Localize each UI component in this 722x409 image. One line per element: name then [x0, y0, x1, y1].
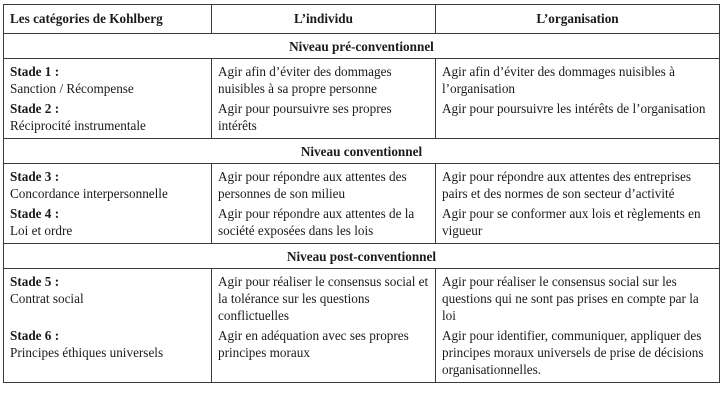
individu-cell: Agir afin d’éviter des dommages nuisibles à sa propre personne: [212, 59, 436, 99]
table-header-row: [4, 5, 720, 34]
organisation-cell: Agir afin d’éviter des dommages nuisibles à l’organisation: [436, 59, 720, 99]
stage-category-cell: [4, 269, 212, 326]
stage-label: Stade 6 :: [10, 328, 60, 343]
stage-row: [4, 98, 720, 139]
stage-category-cell: [4, 164, 212, 204]
stage-row: [4, 203, 720, 244]
level-title: Niveau conventionnel: [4, 139, 720, 164]
level-title: Niveau pré-conventionnel: [4, 34, 720, 59]
header-categories: Les catégories de Kohlberg: [4, 5, 212, 34]
individu-cell: Agir pour réaliser le consensus social et la tolérance sur les questions conflictuelles: [212, 269, 436, 326]
stage-row: [4, 325, 720, 383]
header-individu: L’individu: [212, 5, 436, 34]
organisation-cell: Agir pour réaliser le consensus social sur les questions qui ne sont pas prises en compte par la loi: [436, 269, 720, 326]
stage-name: Principes éthiques universels: [10, 345, 164, 360]
stage-category-cell: [4, 203, 212, 244]
level-row: [4, 244, 720, 269]
kohlberg-table: [3, 4, 720, 383]
organisation-cell: Agir pour se conformer aux lois et règlements en vigueur: [436, 203, 720, 244]
stage-category-cell: [4, 59, 212, 99]
organisation-cell: Agir pour répondre aux attentes des entreprises pairs et des normes de son secteur d’activité: [436, 164, 720, 204]
stage-label: Stade 1 :: [10, 64, 60, 79]
stage-category-cell: [4, 98, 212, 139]
stage-name: Réciprocité instrumentale: [10, 118, 146, 133]
stage-label: Stade 3 :: [10, 169, 60, 184]
stage-name: Contrat social: [10, 291, 84, 306]
individu-cell: Agir pour répondre aux attentes de la société exposées dans les lois: [212, 203, 436, 244]
level-row: [4, 34, 720, 59]
level-row: [4, 139, 720, 164]
stage-category-cell: [4, 325, 212, 383]
stage-row: [4, 269, 720, 326]
individu-cell: Agir pour répondre aux attentes des personnes de son milieu: [212, 164, 436, 204]
stage-row: [4, 164, 720, 204]
individu-cell: Agir en adéquation avec ses propres principes moraux: [212, 325, 436, 383]
stage-name: Sanction / Récompense: [10, 81, 134, 96]
level-title: Niveau post-conventionnel: [4, 244, 720, 269]
organisation-cell: Agir pour identifier, communiquer, appliquer des principes moraux universels de prise de décisions organisationnelles.: [436, 325, 720, 383]
organisation-cell: Agir pour poursuivre les intérêts de l’organisation: [436, 98, 720, 139]
stage-row: [4, 59, 720, 99]
stage-label: Stade 4 :: [10, 206, 60, 221]
stage-label: Stade 2 :: [10, 101, 60, 116]
stage-name: Concordance interpersonnelle: [10, 186, 168, 201]
stage-label: Stade 5 :: [10, 274, 60, 289]
individu-cell: Agir pour poursuivre ses propres intérêts: [212, 98, 436, 139]
stage-name: Loi et ordre: [10, 223, 73, 238]
header-organisation: L’organisation: [436, 5, 720, 34]
